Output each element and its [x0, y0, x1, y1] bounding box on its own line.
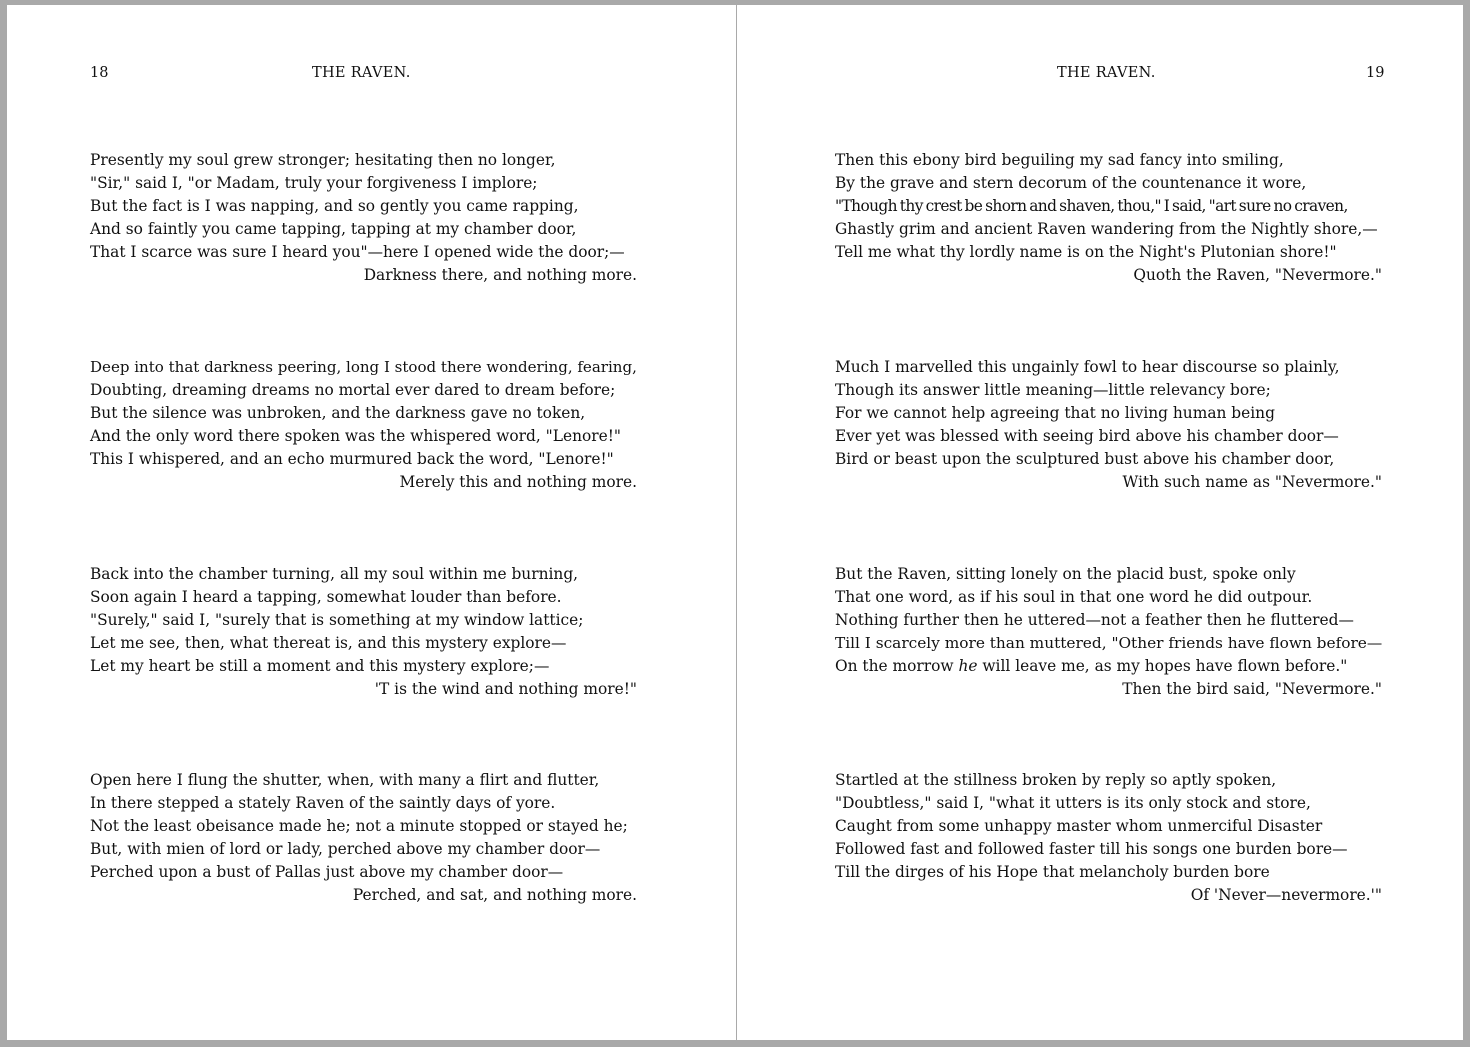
verse-line: Much I marvelled this ungainly fowl to hear discourse so plainly, — [835, 358, 1340, 376]
verse-line: Back into the chamber turning, all my soul within me burning, — [90, 565, 579, 583]
verse-line: Doubting, dreaming dreams no mortal ever dared to dream before; — [90, 381, 616, 399]
running-head: THE RAVEN. — [312, 65, 411, 81]
stanza — [835, 769, 1382, 907]
refrain-line: Darkness there, and nothing more. — [363, 266, 637, 284]
verse-line: Soon again I heard a tapping, somewhat louder than before. — [90, 588, 562, 606]
verse-line: Ever yet was blessed with seeing bird above his chamber door— — [835, 427, 1339, 445]
stanza — [835, 356, 1382, 494]
verse-text: On the morrow — [835, 657, 959, 675]
stanza — [90, 563, 637, 701]
verse-line: Tell me what thy lordly name is on the Night's Plutonian shore!" — [835, 243, 1337, 261]
verse-line: But the fact is I was napping, and so gently you came rapping, — [90, 197, 579, 215]
verse-line: Open here I flung the shutter, when, with many a flirt and flutter, — [90, 771, 600, 789]
verse-line: That one word, as if his soul in that one word he did outpour. — [835, 588, 1313, 606]
verse-line: Followed fast and followed faster till his songs one burden bore— — [835, 840, 1348, 858]
refrain-line: Merely this and nothing more. — [399, 473, 637, 491]
verse-line-with-italic — [835, 655, 1382, 678]
verse-line: But the Raven, sitting lonely on the placid bust, spoke only — [835, 565, 1296, 583]
refrain-line: With such name as "Nevermore." — [1122, 473, 1382, 491]
verse-line: For we cannot help agreeing that no living human being — [835, 404, 1275, 422]
verse-line: "Doubtless," said I, "what it utters is its only stock and store, — [835, 794, 1311, 812]
verse-line: But, with mien of lord or lady, perched above my chamber door— — [90, 840, 601, 858]
refrain-line: 'T is the wind and nothing more!" — [374, 680, 637, 698]
verse-line: Bird or beast upon the sculptured bust above his chamber door, — [835, 450, 1335, 468]
book-spread — [7, 5, 1463, 1040]
verse-line: Let me see, then, what thereat is, and this mystery explore— — [90, 634, 567, 652]
verse-line: Then this ebony bird beguiling my sad fancy into smiling, — [835, 151, 1284, 169]
verse-line: And the only word there spoken was the whispered word, "Lenore!" — [90, 427, 621, 445]
stanza — [90, 356, 637, 494]
verse-line: Till I scarcely more than muttered, "Other friends have flown before— — [835, 634, 1383, 652]
stanza — [835, 149, 1382, 287]
left-page — [7, 5, 736, 1040]
running-head: THE RAVEN. — [1057, 65, 1156, 81]
verse-line: This I whispered, and an echo murmured back the word, "Lenore!" — [90, 450, 614, 468]
verse-line: Perched upon a bust of Pallas just above my chamber door— — [90, 863, 564, 881]
verse-line: Till the dirges of his Hope that melancholy burden bore — [835, 863, 1270, 881]
verse-line: But the silence was unbroken, and the darkness gave no token, — [90, 404, 586, 422]
right-page — [737, 5, 1463, 1040]
refrain-line: Of 'Never—nevermore.'" — [1190, 886, 1382, 904]
verse-line: Startled at the stillness broken by reply so aptly spoken, — [835, 771, 1277, 789]
refrain-line: Quoth the Raven, "Nevermore." — [1133, 266, 1382, 284]
verse-line: By the grave and stern decorum of the countenance it wore, — [835, 174, 1307, 192]
verse-text: will leave me, as my hopes have flown before." — [977, 657, 1348, 675]
refrain-line: Then the bird said, "Nevermore." — [1122, 680, 1382, 698]
page-number: 19 — [1366, 65, 1385, 81]
verse-line: That I scarce was sure I heard you"—here I opened wide the door;— — [90, 243, 625, 261]
verse-line: In there stepped a stately Raven of the saintly days of yore. — [90, 794, 556, 812]
verse-line: Ghastly grim and ancient Raven wandering from the Nightly shore,— — [835, 220, 1378, 238]
italic-word: he — [958, 657, 978, 675]
verse-line: "Surely," said I, "surely that is something at my window lattice; — [90, 611, 584, 629]
page-number: 18 — [90, 65, 109, 81]
stanza — [90, 769, 637, 907]
verse-line: "Sir," said I, "or Madam, truly your forgiveness I implore; — [90, 174, 538, 192]
verse-line: And so faintly you came tapping, tapping at my chamber door, — [90, 220, 577, 238]
verse-line: Nothing further then he uttered—not a feather then he fluttered— — [835, 611, 1354, 629]
verse-line: "Though thy crest be shorn and shaven, thou," I said, "art sure no craven, — [835, 197, 1348, 215]
verse-line: Not the least obeisance made he; not a minute stopped or stayed he; — [90, 817, 628, 835]
verse-line: Presently my soul grew stronger; hesitating then no longer, — [90, 151, 556, 169]
verse-line: Though its answer little meaning—little relevancy bore; — [835, 381, 1271, 399]
verse-line: Caught from some unhappy master whom unmerciful Disaster — [835, 817, 1323, 835]
stanza — [835, 563, 1382, 701]
verse-line: Deep into that darkness peering, long I stood there wondering, fearing, — [90, 358, 637, 376]
stanza — [90, 149, 637, 287]
refrain-line: Perched, and sat, and nothing more. — [352, 886, 637, 904]
verse-line: Let my heart be still a moment and this mystery explore;— — [90, 657, 550, 675]
